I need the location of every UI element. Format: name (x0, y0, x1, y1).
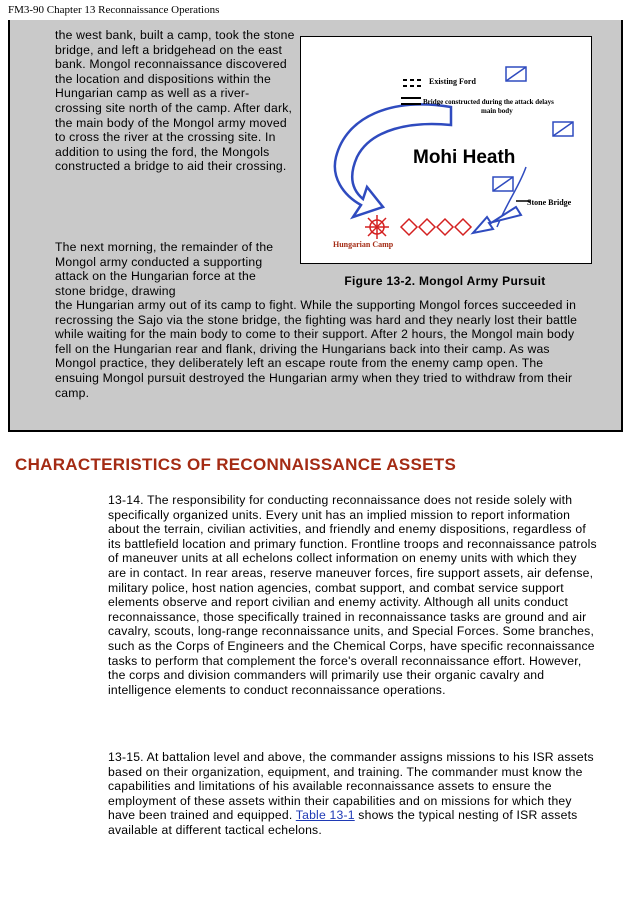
paragraph-13-15 (108, 750, 598, 838)
legend-ford-label: Existing Ford (429, 77, 476, 86)
hungarian-camp-label: Hungarian Camp (333, 240, 394, 249)
map-title: Mohi Heath (413, 147, 516, 168)
hungarian-units (401, 219, 471, 235)
page-header: FM3-90 Chapter 13 Reconnaissance Operations (8, 4, 220, 16)
paragraph-13-15-end: shows the typical nesting of ISR assets available at different tactical echelons. (108, 808, 578, 837)
vignette-paragraph-1: the west bank, built a camp, took the stone bridge, and left a bridgehead on the east bank. Mongol reconnaissance discovered the location and dispositions within the Hungarian camp as well as a river-crossing site north of the camp. After dark, the main body of the Mongol army moved to cross the river at the crossing site. In addition to using the ford, the Mongols constructed a bridge to aid their crossing. (55, 28, 295, 174)
vignette-paragraph-2-rest: the Hungarian army out of its camp to fight. While the supporting Mongol forces succeeded in recrossing the Sajo via the stone bridge, the fighting was hard and they nearly lost their battle while waiting for the main body to come to their support. After 2 hours, the Mongol main body fell on the Hungarian rear and flank, driving the Hungarians back into their camp. As was Mongol practice, they deliberately left an escape route from the enemy camp open. The ensuing Mongol pursuit destroyed the Hungarian army when they tried to withdraw from their camp. (55, 298, 578, 400)
stone-bridge-label: Stone Bridge (527, 198, 572, 207)
paragraph-13-15-start: 13-15. At battalion level and above, the commander assigns missions to his ISR assets based on their organization, equipment, and training. The commander must know the capabilities and limitations of his available reconnaissance assets to ensure the employment of these assets within their capabilities and on missions for which they have been trained and equipped. (108, 750, 594, 823)
legend-bridge-label-2: main body (481, 107, 513, 115)
map-graphic (301, 37, 591, 263)
figure-caption: Figure 13-2. Mongol Army Pursuit (344, 274, 546, 288)
supporting-attack-arrow (473, 207, 521, 233)
figure-mohi-heath-map (300, 36, 592, 264)
paragraph-13-14: 13-14. The responsibility for conducting reconnaissance does not reside solely with specifically organized units. Every unit has an implied mission to report information about the terrain, civilian activities, and friendly and enemy dispositions, regardless of its battlefield location and primary function. Frontline troops and reconnaissance patrols of maneuver units at all echelons collect information on enemy units with which they are in contact. In rear areas, reserve maneuver forces, fire support assets, air defense, military police, host nation agencies, combat support, and combat service support elements observe and report civilian and enemy activity. Although all units conduct reconnaissance, those specifically trained in reconnaissance tasks are ground and air cavalry, scouts, long-range reconnaissance units, and Special Forces. Some branches, such as the Corps of Engineers and the Chemical Corps, have specific reconnaissance tasks to perform that complement the force's overall reconnaissance effort. However, the corps and division commanders will primarily use their organic cavalry and intelligence elements to conduct reconnaissance operations. (108, 493, 597, 697)
vignette-paragraph-2-start: The next morning, the remainder of the Mongol army conducted a supporting attack on the Hungarian force at the stone bridge, drawing (55, 240, 274, 298)
hungarian-camp-symbol (365, 215, 389, 239)
legend-bridge-label: Bridge constructed during the attack delays (423, 98, 554, 106)
table-13-1-link[interactable]: Table 13-1 (295, 808, 355, 823)
section-heading: CHARACTERISTICS OF RECONNAISSANCE ASSETS (15, 455, 457, 474)
